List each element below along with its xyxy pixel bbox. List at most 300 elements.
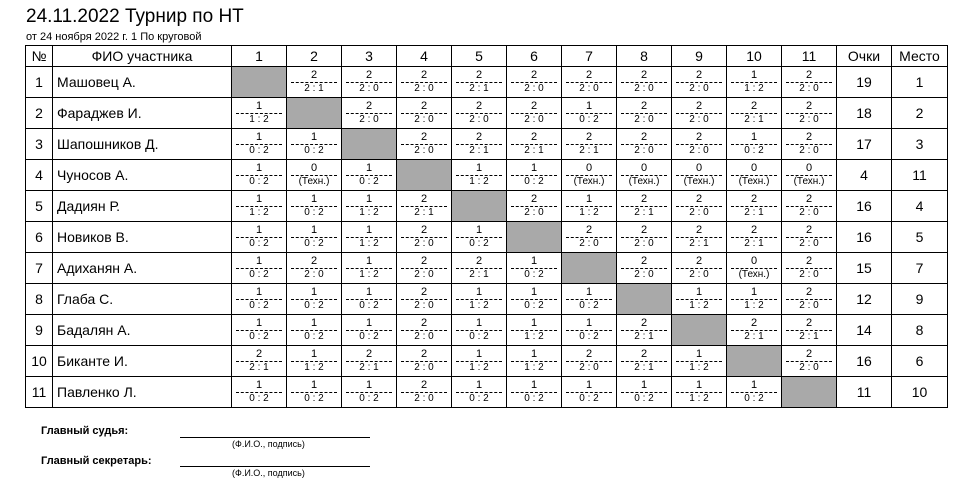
match-points: 1: [255, 161, 263, 174]
match-result-cell: [727, 253, 782, 284]
match-score: 2 : 1: [566, 144, 612, 160]
match-score: 0 : 2: [291, 299, 337, 315]
match-result-cell: [397, 315, 452, 346]
match-points: 2: [420, 223, 428, 236]
match-points: 1: [365, 378, 373, 391]
match-points: 2: [585, 223, 593, 236]
match-points: 1: [365, 316, 373, 329]
match-result-cell: [562, 346, 617, 377]
final-place: 4: [892, 191, 948, 222]
match-result-cell: [232, 191, 287, 222]
match-score: 0 : 2: [346, 299, 392, 315]
match-score: 0 : 2: [566, 392, 612, 408]
match-result-cell: [342, 160, 397, 191]
match-score: 0 : 2: [236, 144, 282, 160]
match-score: 2 : 0: [621, 268, 667, 284]
document-subtitle: от 24 ноября 2022 г. 1 По круговой: [26, 31, 202, 43]
match-points: 1: [310, 285, 318, 298]
match-points: 2: [530, 130, 538, 143]
match-points: 2: [750, 223, 758, 236]
match-result-cell: [782, 253, 837, 284]
col-header-points: Очки: [837, 46, 892, 67]
match-result-cell: [782, 315, 837, 346]
col-header-name: ФИО участника: [53, 46, 232, 67]
match-score: 2 : 1: [786, 330, 832, 346]
participant-number: 2: [26, 98, 53, 129]
match-points: 1: [640, 378, 648, 391]
match-points: 1: [255, 254, 263, 267]
table-row: [26, 129, 948, 160]
match-result-cell: [562, 129, 617, 160]
match-points: 2: [805, 285, 813, 298]
match-result-cell: [287, 377, 342, 408]
match-points: 2: [530, 99, 538, 112]
match-result-cell: [397, 253, 452, 284]
match-score: 2 : 0: [401, 237, 447, 253]
match-points: 2: [475, 68, 483, 81]
match-score: 2 : 1: [731, 206, 777, 222]
match-score: 2 : 0: [621, 144, 667, 160]
match-points: 2: [640, 316, 648, 329]
match-score: 1 : 2: [676, 299, 722, 315]
participant-name: Адиханян А.: [53, 253, 232, 284]
match-result-cell: [397, 98, 452, 129]
match-result-cell: [727, 67, 782, 98]
match-result-cell: [232, 315, 287, 346]
match-result-cell: [452, 346, 507, 377]
match-result-cell: [342, 98, 397, 129]
final-place: 11: [892, 160, 948, 191]
match-score: 0 : 2: [566, 113, 612, 129]
participant-number: 7: [26, 253, 53, 284]
match-result-cell: [507, 160, 562, 191]
match-score: 2 : 0: [566, 237, 612, 253]
match-points: 1: [365, 285, 373, 298]
self-match-cell: [397, 160, 452, 191]
match-score: 0 : 2: [291, 144, 337, 160]
match-score: (Техн.): [786, 175, 832, 191]
match-score: 2 : 0: [401, 299, 447, 315]
match-result-cell: [397, 222, 452, 253]
match-points: 1: [585, 378, 593, 391]
table-row: [26, 315, 948, 346]
match-result-cell: [342, 222, 397, 253]
match-points: 1: [255, 130, 263, 143]
match-points: 1: [255, 316, 263, 329]
match-points: 2: [640, 223, 648, 236]
match-result-cell: [232, 346, 287, 377]
match-points: 2: [695, 254, 703, 267]
match-points: 0: [750, 254, 758, 267]
match-points: 2: [750, 99, 758, 112]
match-score: 1 : 2: [456, 361, 502, 377]
match-score: 2 : 0: [346, 82, 392, 98]
match-score: 2 : 0: [786, 206, 832, 222]
match-points: 2: [695, 130, 703, 143]
final-place: 6: [892, 346, 948, 377]
match-points: 1: [530, 161, 538, 174]
col-header-round: 11: [782, 46, 837, 67]
match-points: 2: [640, 68, 648, 81]
match-score: 2 : 0: [346, 113, 392, 129]
match-score: 2 : 0: [401, 144, 447, 160]
match-score: 2 : 0: [676, 268, 722, 284]
match-points: 0: [805, 161, 813, 174]
match-result-cell: [617, 222, 672, 253]
match-points: 2: [420, 254, 428, 267]
match-result-cell: [342, 67, 397, 98]
match-points: 1: [585, 192, 593, 205]
match-points: 1: [365, 192, 373, 205]
match-result-cell: [562, 222, 617, 253]
final-place: 8: [892, 315, 948, 346]
participant-name: Биканте И.: [53, 346, 232, 377]
chief-judge-label: Главный судья:: [41, 425, 129, 437]
match-result-cell: [727, 191, 782, 222]
match-points: 2: [420, 316, 428, 329]
match-score: (Техн.): [621, 175, 667, 191]
final-place: 9: [892, 284, 948, 315]
match-result-cell: [507, 129, 562, 160]
match-points: 1: [695, 285, 703, 298]
match-points: 2: [475, 130, 483, 143]
match-score: 0 : 2: [511, 175, 557, 191]
match-score: 2 : 0: [621, 113, 667, 129]
match-score: 0 : 2: [236, 268, 282, 284]
final-place: 5: [892, 222, 948, 253]
match-points: 1: [475, 223, 483, 236]
match-points: 2: [695, 223, 703, 236]
match-points: 1: [310, 347, 318, 360]
match-result-cell: [452, 129, 507, 160]
match-points: 2: [255, 347, 263, 360]
match-score: 0 : 2: [456, 237, 502, 253]
col-header-round: 9: [672, 46, 727, 67]
match-result-cell: [452, 160, 507, 191]
match-result-cell: [397, 129, 452, 160]
match-points: 1: [475, 378, 483, 391]
match-result-cell: [782, 160, 837, 191]
match-points: 2: [310, 68, 318, 81]
match-score: 2 : 1: [621, 330, 667, 346]
total-points: 17: [837, 129, 892, 160]
col-header-round: 1: [232, 46, 287, 67]
match-points: 2: [640, 99, 648, 112]
final-place: 10: [892, 377, 948, 408]
col-header-round: 5: [452, 46, 507, 67]
match-result-cell: [672, 129, 727, 160]
match-score: (Техн.): [291, 175, 337, 191]
match-score: 0 : 2: [346, 175, 392, 191]
participant-name: Фараджев И.: [53, 98, 232, 129]
match-score: 2 : 1: [621, 206, 667, 222]
match-result-cell: [507, 191, 562, 222]
self-match-cell: [232, 67, 287, 98]
match-result-cell: [617, 315, 672, 346]
total-points: 14: [837, 315, 892, 346]
match-points: 1: [310, 316, 318, 329]
match-score: 2 : 0: [511, 206, 557, 222]
match-result-cell: [617, 346, 672, 377]
match-result-cell: [507, 315, 562, 346]
match-score: 2 : 1: [456, 82, 502, 98]
match-score: 0 : 2: [566, 330, 612, 346]
match-score: 0 : 2: [291, 330, 337, 346]
match-result-cell: [672, 377, 727, 408]
participant-number: 8: [26, 284, 53, 315]
match-score: 2 : 1: [731, 237, 777, 253]
match-points: 0: [640, 161, 648, 174]
match-result-cell: [617, 377, 672, 408]
match-result-cell: [727, 222, 782, 253]
match-points: 2: [530, 68, 538, 81]
match-score: 2 : 0: [786, 268, 832, 284]
final-place: 2: [892, 98, 948, 129]
match-score: 2 : 0: [401, 82, 447, 98]
match-result-cell: [617, 98, 672, 129]
match-score: 1 : 2: [346, 206, 392, 222]
match-points: 2: [640, 130, 648, 143]
match-score: 0 : 2: [236, 237, 282, 253]
table-row: [26, 191, 948, 222]
match-score: 2 : 0: [676, 82, 722, 98]
match-result-cell: [287, 160, 342, 191]
match-points: 1: [310, 378, 318, 391]
match-result-cell: [342, 284, 397, 315]
match-score: 2 : 0: [621, 237, 667, 253]
col-header-round: 8: [617, 46, 672, 67]
match-score: 1 : 2: [731, 82, 777, 98]
match-score: 0 : 2: [291, 237, 337, 253]
total-points: 16: [837, 191, 892, 222]
match-score: 2 : 1: [621, 361, 667, 377]
match-result-cell: [562, 67, 617, 98]
match-score: 1 : 2: [456, 299, 502, 315]
match-points: 2: [805, 254, 813, 267]
col-header-round: 6: [507, 46, 562, 67]
total-points: 12: [837, 284, 892, 315]
match-points: 1: [750, 285, 758, 298]
self-match-cell: [782, 377, 837, 408]
participant-name: Павленко Л.: [53, 377, 232, 408]
match-points: 1: [475, 347, 483, 360]
participant-name: Машовец А.: [53, 67, 232, 98]
match-result-cell: [727, 315, 782, 346]
match-result-cell: [562, 284, 617, 315]
match-score: 2 : 0: [401, 392, 447, 408]
match-result-cell: [727, 284, 782, 315]
match-score: 2 : 0: [511, 82, 557, 98]
chief-secretary-label: Главный секретарь:: [41, 455, 152, 467]
match-score: 2 : 0: [786, 299, 832, 315]
match-score: 2 : 1: [346, 361, 392, 377]
match-score: 0 : 2: [456, 330, 502, 346]
match-score: 1 : 2: [346, 237, 392, 253]
match-score: 0 : 2: [291, 392, 337, 408]
match-score: 2 : 0: [566, 361, 612, 377]
match-points: 1: [585, 99, 593, 112]
match-result-cell: [232, 129, 287, 160]
match-result-cell: [397, 377, 452, 408]
match-points: 2: [805, 99, 813, 112]
match-result-cell: [342, 377, 397, 408]
participant-number: 1: [26, 67, 53, 98]
match-points: 2: [475, 254, 483, 267]
match-score: 2 : 0: [621, 82, 667, 98]
match-points: 1: [695, 378, 703, 391]
match-score: 0 : 2: [511, 299, 557, 315]
match-points: 2: [640, 347, 648, 360]
match-points: 2: [640, 254, 648, 267]
match-result-cell: [287, 191, 342, 222]
match-points: 1: [530, 347, 538, 360]
match-score: 1 : 2: [731, 299, 777, 315]
match-score: 0 : 2: [731, 392, 777, 408]
match-result-cell: [782, 346, 837, 377]
chief-secretary-signature-line: [180, 466, 370, 467]
match-points: 2: [585, 130, 593, 143]
match-points: 2: [805, 223, 813, 236]
match-result-cell: [287, 253, 342, 284]
table-row: [26, 160, 948, 191]
col-header-place: Место: [892, 46, 948, 67]
match-result-cell: [562, 315, 617, 346]
match-result-cell: [672, 346, 727, 377]
results-table: [25, 45, 948, 408]
col-header-round: 2: [287, 46, 342, 67]
col-header-round: 4: [397, 46, 452, 67]
match-points: 0: [750, 161, 758, 174]
match-score: 0 : 2: [511, 392, 557, 408]
table-row: [26, 284, 948, 315]
match-points: 0: [585, 161, 593, 174]
match-points: 2: [805, 192, 813, 205]
match-result-cell: [617, 129, 672, 160]
match-score: 0 : 2: [236, 392, 282, 408]
match-score: 2 : 0: [786, 144, 832, 160]
match-score: 2 : 0: [511, 113, 557, 129]
match-result-cell: [507, 377, 562, 408]
match-score: 0 : 2: [236, 175, 282, 191]
match-points: 2: [585, 347, 593, 360]
participant-name: Дадиян Р.: [53, 191, 232, 222]
match-result-cell: [397, 346, 452, 377]
match-score: 2 : 1: [236, 361, 282, 377]
match-result-cell: [672, 160, 727, 191]
self-match-cell: [342, 129, 397, 160]
match-result-cell: [507, 67, 562, 98]
match-score: 1 : 2: [236, 113, 282, 129]
match-points: 2: [310, 254, 318, 267]
match-result-cell: [782, 222, 837, 253]
match-points: 1: [530, 254, 538, 267]
match-points: 2: [695, 192, 703, 205]
match-result-cell: [232, 160, 287, 191]
match-score: 0 : 2: [236, 330, 282, 346]
participant-name: Новиков В.: [53, 222, 232, 253]
match-points: 1: [310, 192, 318, 205]
match-result-cell: [232, 98, 287, 129]
match-points: 1: [255, 378, 263, 391]
self-match-cell: [507, 222, 562, 253]
match-result-cell: [452, 315, 507, 346]
match-result-cell: [452, 222, 507, 253]
match-result-cell: [287, 315, 342, 346]
participant-name: Глаба С.: [53, 284, 232, 315]
participant-number: 11: [26, 377, 53, 408]
match-points: 2: [695, 68, 703, 81]
match-points: 1: [365, 223, 373, 236]
match-points: 1: [255, 99, 263, 112]
match-points: 1: [255, 223, 263, 236]
match-result-cell: [672, 98, 727, 129]
col-header-round: 10: [727, 46, 782, 67]
match-score: (Техн.): [566, 175, 612, 191]
match-points: 1: [530, 378, 538, 391]
document-title: 24.11.2022 Турнир по НТ: [26, 6, 244, 27]
table-row: [26, 67, 948, 98]
self-match-cell: [452, 191, 507, 222]
match-score: 2 : 1: [456, 144, 502, 160]
match-score: 2 : 0: [676, 113, 722, 129]
col-header-round: 3: [342, 46, 397, 67]
match-score: 2 : 0: [786, 361, 832, 377]
match-result-cell: [232, 253, 287, 284]
match-result-cell: [782, 191, 837, 222]
match-result-cell: [562, 160, 617, 191]
match-points: 2: [805, 347, 813, 360]
self-match-cell: [727, 346, 782, 377]
match-points: 2: [695, 99, 703, 112]
match-points: 1: [475, 161, 483, 174]
match-points: 1: [585, 285, 593, 298]
table-row: [26, 253, 948, 284]
chief-judge-signature-line: [180, 437, 370, 438]
match-points: 1: [585, 316, 593, 329]
match-points: 2: [420, 378, 428, 391]
participant-number: 3: [26, 129, 53, 160]
match-points: 2: [365, 347, 373, 360]
match-score: 2 : 0: [676, 206, 722, 222]
self-match-cell: [287, 98, 342, 129]
chief-secretary-caption: (Ф.И.О., подпись): [232, 468, 305, 478]
match-score: 2 : 0: [401, 330, 447, 346]
match-score: 0 : 2: [511, 268, 557, 284]
match-score: 2 : 1: [401, 206, 447, 222]
participant-number: 6: [26, 222, 53, 253]
match-result-cell: [287, 129, 342, 160]
chief-judge-caption: (Ф.И.О., подпись): [232, 439, 305, 449]
table-row: [26, 377, 948, 408]
match-score: (Техн.): [676, 175, 722, 191]
match-result-cell: [782, 284, 837, 315]
match-result-cell: [727, 160, 782, 191]
final-place: 1: [892, 67, 948, 98]
match-points: 1: [255, 192, 263, 205]
match-points: 0: [695, 161, 703, 174]
match-points: 1: [365, 254, 373, 267]
match-result-cell: [617, 160, 672, 191]
total-points: 19: [837, 67, 892, 98]
match-result-cell: [287, 346, 342, 377]
match-score: 2 : 0: [786, 113, 832, 129]
match-points: 1: [750, 68, 758, 81]
match-score: 1 : 2: [511, 361, 557, 377]
match-result-cell: [617, 191, 672, 222]
match-score: 2 : 1: [731, 113, 777, 129]
self-match-cell: [672, 315, 727, 346]
match-score: 2 : 1: [456, 268, 502, 284]
